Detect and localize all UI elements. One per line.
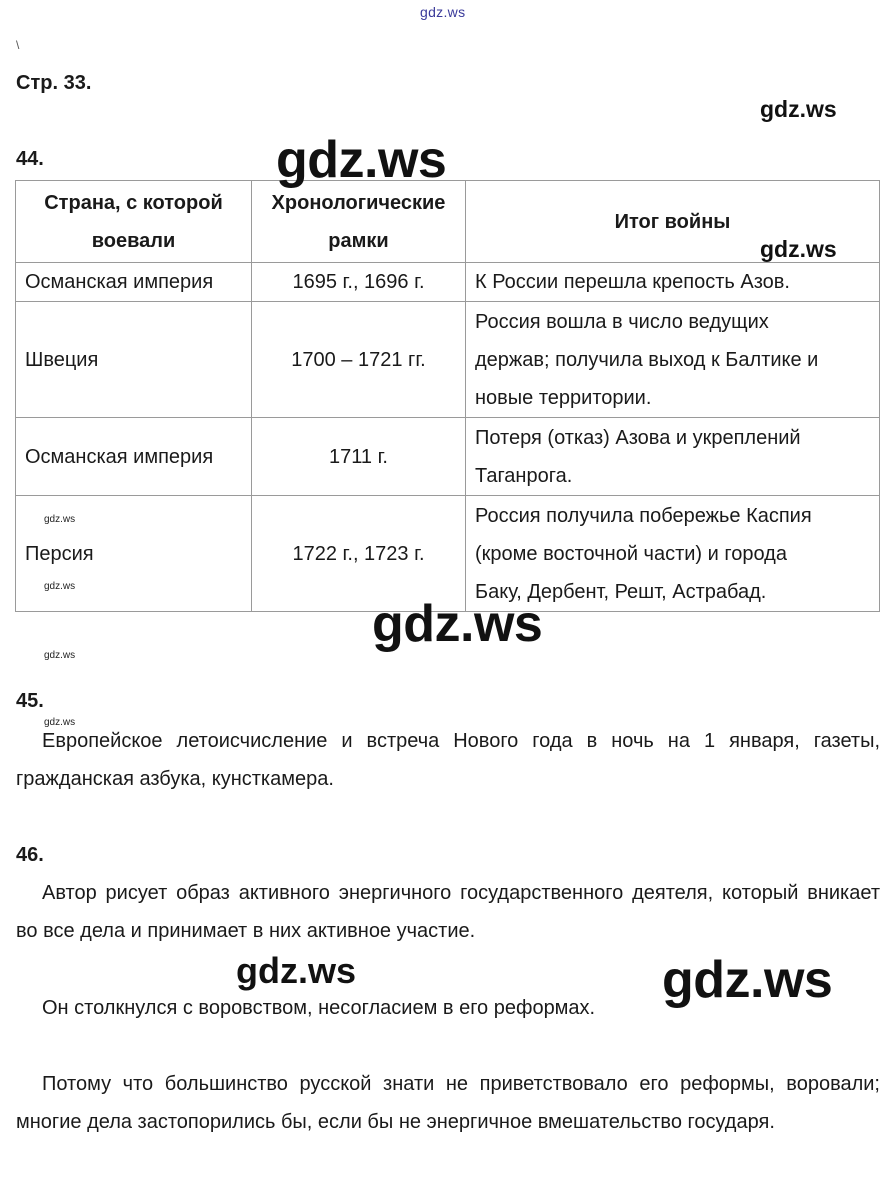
task-46-paragraph-1: Автор рисует образ активного энергичного государственного деятеля, который вникает во все дела и принимает в них активное участие. [16,882,880,942]
page-reference: Стр. 33. [16,72,92,94]
watermark-small: gdz.ws [44,514,76,525]
result-line: Таганрога. [475,464,573,487]
watermark-top: gdz.ws [420,4,466,20]
header-dates-line: Хронологические [271,191,446,214]
table-row [16,302,880,418]
watermark-small: gdz.ws [44,650,76,661]
cell-country: Османская империя [16,418,252,496]
table-row [16,418,880,496]
watermark-small: gdz.ws [44,717,76,728]
cell-dates: 1711 г. [252,418,466,496]
watermark-large: gdz.ws [276,131,447,189]
table-row [16,263,880,302]
result-line: Россия вошла в число ведущих [475,310,769,333]
cell-country: Персия [16,496,252,612]
cell-result [466,418,880,496]
stray-mark: \ [16,38,20,52]
result-line: К России перешла крепость Азов. [475,271,790,293]
header-result: Итог войны [466,181,880,263]
cell-dates: 1700 – 1721 гг. [252,302,466,418]
header-country [16,181,252,263]
header-country-line: воевали [91,229,176,252]
watermark-medium: gdz.ws [760,236,837,262]
watermark-small: gdz.ws [44,581,76,592]
cell-country: Османская империя [16,263,252,302]
watermark-medium: gdz.ws [760,96,837,122]
result-line: (кроме восточной части) и города [475,542,787,565]
cell-result [466,263,880,302]
table-header-row [16,181,880,263]
result-line: держав; получила выход к Балтике и [475,348,819,371]
result-line: новые территории. [475,386,652,409]
task-45-answer: Европейское летоисчисление и встреча Нового года в ночь на 1 января, газеты, гражданская азбука, кунсткамера. [16,730,880,790]
task-45-number: 45. [16,690,44,712]
watermark-large: gdz.ws [662,951,833,1009]
cell-result [466,302,880,418]
task-44-number: 44. [16,148,44,170]
wars-table [15,180,880,612]
watermark-medium: gdz.ws [236,950,357,991]
result-line: Баку, Дербент, Решт, Астрабад. [475,580,767,603]
cell-country: Швеция [16,302,252,418]
header-dates-line: рамки [328,229,389,252]
result-line: Россия получила побережье Каспия [475,504,812,527]
cell-dates: 1722 г., 1723 г. [252,496,466,612]
task-46-paragraph-2: Он столкнулся с воровством, несогласием в его реформах. [42,997,596,1019]
header-dates [252,181,466,263]
task-46-paragraph-3: Потому что большинство русской знати не приветствовало его реформы, воровали; многие дела застопорились бы, если бы не энергичное вмешательство государя. [16,1073,880,1133]
task-46-number: 46. [16,844,44,866]
result-line: Потеря (отказ) Азова и укреплений [475,426,801,449]
cell-dates: 1695 г., 1696 г. [252,263,466,302]
header-country-line: Страна, с которой [44,191,223,214]
watermark-large: gdz.ws [372,595,543,653]
